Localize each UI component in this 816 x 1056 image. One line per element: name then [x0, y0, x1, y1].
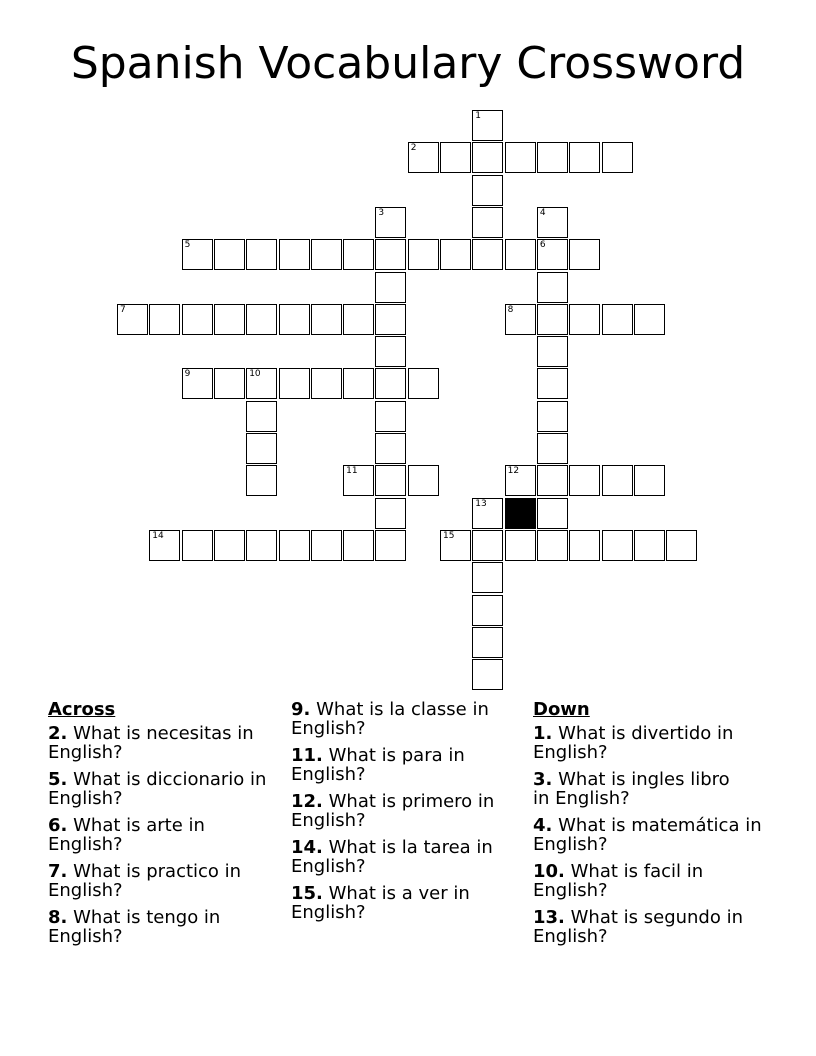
- grid-cell[interactable]: [472, 562, 503, 593]
- grid-cell[interactable]: [634, 304, 665, 335]
- grid-cell[interactable]: [666, 530, 697, 561]
- grid-cell[interactable]: [602, 465, 633, 496]
- grid-cell[interactable]: [182, 368, 213, 399]
- grid-cell[interactable]: [279, 304, 310, 335]
- clue-number: 9.: [291, 699, 311, 720]
- grid-cell[interactable]: [408, 142, 439, 173]
- grid-cell[interactable]: [311, 304, 342, 335]
- grid-cell[interactable]: [375, 530, 406, 561]
- grid-cell[interactable]: [505, 239, 536, 270]
- cell-number: 7: [120, 304, 126, 315]
- clue-across-15: [291, 884, 516, 922]
- grid-cell[interactable]: [537, 272, 568, 303]
- clue-number: 14.: [291, 837, 323, 858]
- clue-number: 1.: [533, 723, 553, 744]
- clue-number: 5.: [48, 769, 68, 790]
- clue-number: 12.: [291, 791, 323, 812]
- grid-cell[interactable]: [311, 368, 342, 399]
- grid-cell[interactable]: [311, 530, 342, 561]
- grid-cell[interactable]: [472, 659, 503, 690]
- grid-cell[interactable]: [634, 465, 665, 496]
- clue-text: What is matemática in English?: [533, 815, 762, 855]
- cell-number: 11: [346, 466, 358, 477]
- grid-cell[interactable]: [343, 368, 374, 399]
- grid-cell[interactable]: [246, 239, 277, 270]
- down-heading: Down: [533, 699, 590, 720]
- grid-cell[interactable]: [472, 627, 503, 658]
- cell-number: 1: [475, 111, 482, 121]
- grid-cell[interactable]: [472, 530, 503, 561]
- cell-number: 12: [507, 466, 520, 477]
- grid-cell[interactable]: [343, 239, 374, 270]
- cell-number: 3: [378, 207, 385, 218]
- clue-number: 11.: [291, 745, 323, 766]
- grid-cell[interactable]: [505, 304, 536, 335]
- across-clues-column: [48, 700, 278, 954]
- grid-cell[interactable]: [214, 239, 245, 270]
- grid-cell[interactable]: [537, 304, 568, 335]
- across-clues-column-2: [291, 700, 521, 930]
- grid-cell[interactable]: [182, 530, 213, 561]
- clue-text: What is segundo in English?: [533, 907, 744, 947]
- grid-cell[interactable]: [343, 465, 374, 496]
- cell-number: 9: [184, 369, 191, 380]
- grid-cell[interactable]: [246, 401, 277, 432]
- clue-number: 10.: [533, 861, 565, 882]
- grid-cell[interactable]: [375, 368, 406, 399]
- grid-cell[interactable]: [537, 465, 568, 496]
- clue-down-4: [533, 816, 778, 854]
- grid-cell[interactable]: [537, 368, 568, 399]
- grid-cell[interactable]: [472, 207, 503, 238]
- grid-cell[interactable]: [505, 530, 536, 561]
- cell-number: 13: [475, 498, 487, 509]
- clue-across-11: [291, 746, 506, 784]
- page-title: Spanish Vocabulary Crossword: [70, 38, 746, 89]
- clue-number: 4.: [533, 815, 553, 836]
- grid-cell[interactable]: [246, 304, 277, 335]
- clue-number: 13.: [533, 907, 565, 928]
- grid-cell[interactable]: [375, 239, 406, 270]
- grid-cell[interactable]: [537, 433, 568, 464]
- grid-cell[interactable]: [246, 465, 277, 496]
- grid-cell[interactable]: [375, 433, 406, 464]
- grid-cell[interactable]: [375, 465, 406, 496]
- grid-cell[interactable]: [375, 207, 406, 238]
- grid-cell[interactable]: [440, 142, 471, 173]
- grid-cell[interactable]: [537, 142, 568, 173]
- clue-text: What is necesitas in English?: [48, 723, 254, 763]
- clue-number: 8.: [48, 907, 68, 928]
- clue-text: What is primero in English?: [291, 791, 495, 831]
- clue-across-14: [291, 838, 516, 876]
- grid-cell[interactable]: [569, 530, 600, 561]
- grid-cell[interactable]: [279, 530, 310, 561]
- clue-number: 3.: [533, 769, 553, 790]
- cell-number: 5: [184, 240, 191, 251]
- grid-cell[interactable]: [602, 530, 633, 561]
- grid-cell[interactable]: [117, 304, 148, 335]
- grid-cell[interactable]: [472, 142, 503, 173]
- clue-text: What is a ver in English?: [291, 883, 470, 923]
- clue-across-5: [48, 770, 273, 808]
- clue-down-3: [533, 770, 738, 808]
- grid-cell[interactable]: [472, 498, 503, 529]
- grid-cell[interactable]: [246, 368, 277, 399]
- across-heading: Across: [48, 699, 116, 720]
- grid-cell[interactable]: [214, 304, 245, 335]
- clue-down-1: [533, 724, 738, 762]
- clue-number: 6.: [48, 815, 68, 836]
- grid-cell[interactable]: [569, 142, 600, 173]
- clue-number: 15.: [291, 883, 323, 904]
- grid-cell[interactable]: [537, 336, 568, 367]
- grid-cell[interactable]: [279, 368, 310, 399]
- grid-cell[interactable]: [375, 272, 406, 303]
- clue-number: 7.: [48, 861, 68, 882]
- grid-cell[interactable]: [279, 239, 310, 270]
- grid-cell[interactable]: [214, 368, 245, 399]
- grid-cell[interactable]: [537, 401, 568, 432]
- cell-number: 4: [539, 207, 546, 218]
- clue-text: What is tengo in English?: [48, 907, 221, 947]
- grid-cell[interactable]: [569, 239, 600, 270]
- clue-text: What is practico in English?: [48, 861, 242, 901]
- grid-cell[interactable]: [440, 239, 471, 270]
- grid-cell[interactable]: [343, 304, 374, 335]
- grid-cell[interactable]: [149, 530, 180, 561]
- grid-cell[interactable]: [569, 465, 600, 496]
- clue-text: What is divertido in English?: [533, 723, 734, 763]
- clue-down-10: [533, 862, 738, 900]
- grid-block: [505, 498, 536, 529]
- clue-text: What is diccionario in English?: [48, 769, 267, 809]
- grid-cell[interactable]: [634, 530, 665, 561]
- grid-cell[interactable]: [149, 304, 180, 335]
- clue-text: What is ingles libro in English?: [533, 769, 730, 809]
- down-clues-column: [533, 700, 763, 954]
- grid-cell[interactable]: [472, 110, 503, 141]
- grid-cell[interactable]: [505, 465, 536, 496]
- grid-cell[interactable]: [214, 530, 245, 561]
- cell-number: 10: [249, 369, 261, 380]
- grid-cell[interactable]: [246, 433, 277, 464]
- grid-cell[interactable]: [537, 498, 568, 529]
- clue-text: What is arte in English?: [48, 815, 205, 855]
- clue-across-6: [48, 816, 248, 854]
- clue-text: What is la classe in English?: [291, 699, 489, 739]
- grid-cell[interactable]: [602, 304, 633, 335]
- clue-text: What is para in English?: [291, 745, 465, 785]
- cell-number: 15: [443, 530, 455, 541]
- grid-cell[interactable]: [375, 401, 406, 432]
- grid-cell[interactable]: [311, 239, 342, 270]
- grid-cell[interactable]: [408, 465, 439, 496]
- grid-cell[interactable]: [472, 175, 503, 206]
- grid-cell[interactable]: [343, 530, 374, 561]
- clue-across-7: [48, 862, 248, 900]
- grid-cell[interactable]: [537, 207, 568, 238]
- clue-across-8: [48, 908, 258, 946]
- grid-cell[interactable]: [375, 336, 406, 367]
- grid-cell[interactable]: [375, 304, 406, 335]
- clue-across-2: [48, 724, 263, 762]
- clue-number: 2.: [48, 723, 68, 744]
- grid-cell[interactable]: [537, 530, 568, 561]
- cell-number: 14: [152, 530, 164, 541]
- grid-cell[interactable]: [472, 239, 503, 270]
- grid-cell[interactable]: [440, 530, 471, 561]
- grid-cell[interactable]: [408, 239, 439, 270]
- grid-cell[interactable]: [472, 595, 503, 626]
- grid-cell[interactable]: [182, 304, 213, 335]
- grid-cell[interactable]: [246, 530, 277, 561]
- grid-cell[interactable]: [182, 239, 213, 270]
- clue-down-13: [533, 908, 753, 946]
- cell-number: 2: [410, 143, 417, 154]
- cell-number: 6: [539, 240, 546, 251]
- grid-cell[interactable]: [505, 142, 536, 173]
- grid-cell[interactable]: [408, 368, 439, 399]
- clue-across-9: [291, 700, 506, 738]
- clue-text: What is facil in English?: [533, 861, 704, 901]
- grid-cell[interactable]: [602, 142, 633, 173]
- clue-text: What is la tarea in English?: [291, 837, 493, 877]
- cell-number: 8: [507, 304, 514, 315]
- grid-cell[interactable]: [375, 498, 406, 529]
- grid-cell[interactable]: [569, 304, 600, 335]
- clue-across-12: [291, 792, 516, 830]
- grid-cell[interactable]: [537, 239, 568, 270]
